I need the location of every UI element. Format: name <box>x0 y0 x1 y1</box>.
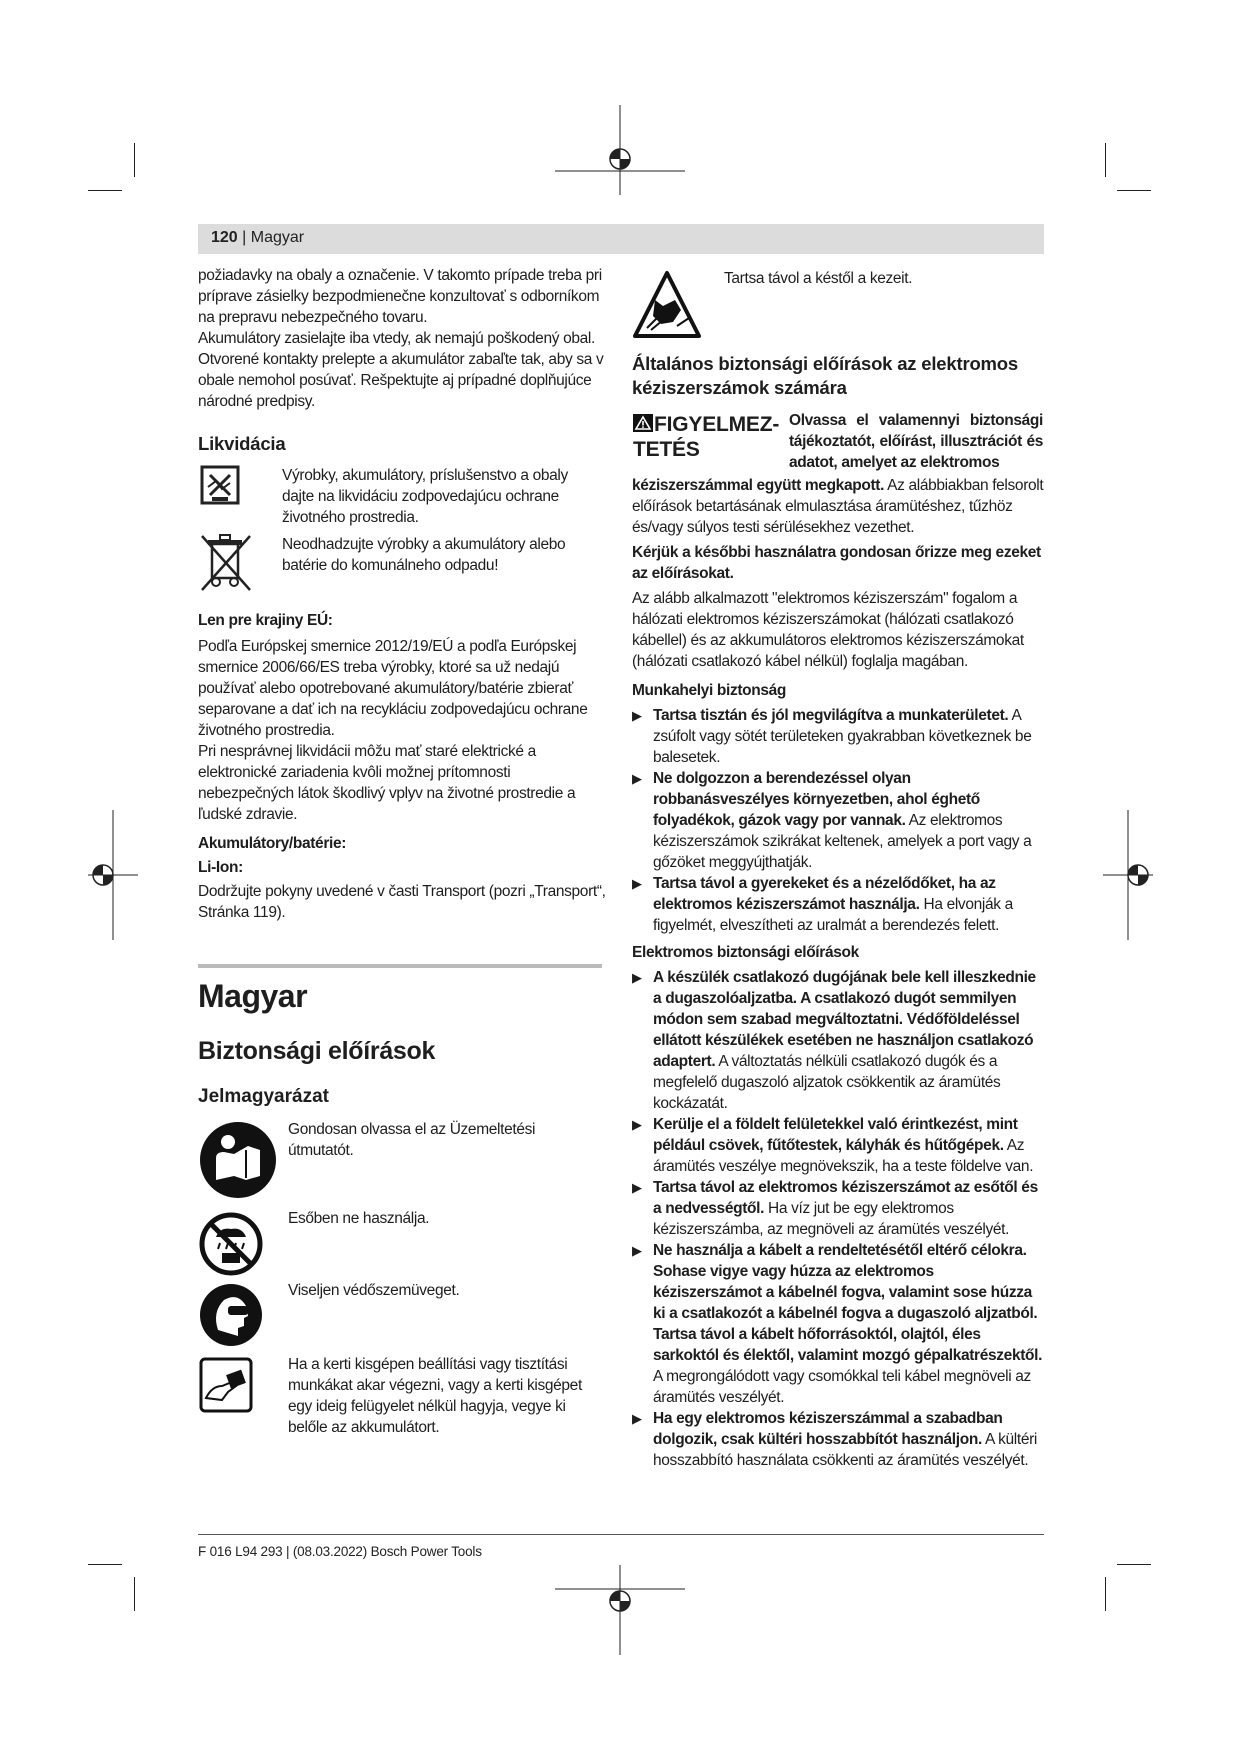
symbol-2-text: Esőben ne használja. <box>288 1210 430 1227</box>
no-rain-icon <box>198 1211 264 1277</box>
eu-paragraph-1: Podľa Európskej smernice 2012/19/EÚ a podľa Európskej smernice 2006/66/ES treba výrobky, ktoré sa už nedajú používať alebo opotrebované akumulátory/batérie zbierať separovane a dať ich na recykláciu zodpovedajúcu ochrane životného prostredia. <box>198 638 588 739</box>
likvidacia-heading: Likvidácia <box>198 433 286 454</box>
workplace-item-2: ▶ Ne dolgozzon a berendezéssel olyan robbanásveszélyes környezetben, ahol éghető folyadékok, gázok vagy por vannak. Az elektromos kéziszerszámok szikrákat keltenek, amelyek a port vagy a gőzöket meggyújthatják. <box>632 768 1044 873</box>
safety-glasses-icon <box>198 1282 264 1348</box>
electric-item-3: ▶ Tartsa távol az elektromos kéziszerszámot az esőtől és a nedvességtől. Ha víz jut be egy elektromos kéziszerszámba, az megnöveli az áramütés veszélyét. <box>632 1177 1044 1240</box>
electric-heading: Elektromos biztonsági előírások <box>632 944 859 961</box>
crossed-bin-icon <box>198 532 254 594</box>
blade-text: Tartsa távol a késtől a kezeit. <box>724 270 913 287</box>
intro-paragraph-1: požiadavky na obaly a označenie. V takomto prípade treba pri príprave zásielky bezpodmienečne konzultovať s odborníkom na prepravu nebezpečného tovaru. <box>198 267 602 326</box>
blade-warning-icon <box>633 270 701 340</box>
likvidacia-text-1: Výrobky, akumulátory, príslušenstvo a obaly dajte na likvidáciu zodpovedajúcu ochrane životného prostredia. <box>282 467 568 526</box>
warning-bold-text: Olvassa el valamennyi biztonsági tájékoztatót, előírást, illusztrációt és adatot, amelyet az elektromos <box>789 412 1043 471</box>
registration-mark-bottom <box>555 1565 685 1655</box>
crop-mark <box>134 143 135 177</box>
crop-mark <box>88 190 122 191</box>
footer-rule <box>198 1534 1044 1535</box>
eu-paragraph-2: Pri nesprávnej likvidácii môžu mať staré elektrické a elektronické zariadenia kvôli možnej prítomnosti nebezpečných látok škodlivý vplyv na životné prostredie a ľudské zdravie. <box>198 743 576 823</box>
electric-item-5: ▶ Ha egy elektromos kéziszerszámmal a szabadban dolgozik, csak kültéri hosszabbítót használjon. A kültéri hosszabbító használata csökkenti az áramütés veszélyét. <box>632 1408 1044 1471</box>
recycle-box-icon <box>198 463 244 509</box>
general-safety-heading: Általános biztonsági előírások az elektromos kéziszerszámok számára <box>632 353 1018 398</box>
warning-normal-text: Az alábbiakban felsorolt előírások betartásának elmulasztása áramütéshez, tűzhöz és/vagy súlyos testi sérülésekhez vezethet. <box>632 477 1044 536</box>
workplace-item-3: ▶ Tartsa távol a gyerekeket és a nézelődőket, ha az elektromos kéziszerszámot használja. Ha elvonják a figyelmét, elveszítheti az uralmát a berendezés felett. <box>632 873 1044 936</box>
warning-body <box>632 475 1044 1471</box>
crop-mark <box>1117 1564 1151 1565</box>
intro-paragraph-2: Akumulátory zasielajte iba vtedy, ak nemajú poškodený obal. Otvorené kontakty prelepte a akumulátor zabaľte tak, aby sa v obale nemohol posúvať. Rešpektujte aj prípadné doplňujúce národné predpisy. <box>198 330 604 410</box>
crop-mark <box>134 1577 135 1611</box>
eu-section <box>198 610 606 923</box>
page-header: 120 | Magyar <box>211 229 305 246</box>
warning-triangle-icon <box>633 414 653 432</box>
warning-word <box>633 412 780 462</box>
registration-mark-left <box>78 810 148 940</box>
liion-heading: Li-Ion: <box>198 859 243 876</box>
footer-text: F 016 L94 293 | (08.03.2022) Bosch Power Tools <box>198 1544 482 1559</box>
remove-battery-icon <box>198 1356 254 1414</box>
registration-mark-right <box>1093 810 1163 940</box>
electric-item-4: ▶ Ne használja a kábelt a rendeltetésétől eltérő célokra. Sohase vigye vagy húzza az elektromos kéziszerszámot a kábelnél fogva, valamint sose húzza ki a csatlakozót a kábelnél fogva a dugaszoló aljzatból. Tartsa távol a kábelt hőforrásoktól, olajtól, éles sarkoktól és élektől, valamint mozgó gépalkatrészektől. A megrongálódott vagy csomókkal teli kábel megnöveli az áramütés veszélyét. <box>632 1240 1044 1408</box>
keep-note: Kérjük a későbbi használatra gondosan őrizze meg ezeket az előírásokat. <box>632 544 1041 582</box>
crop-mark <box>1105 1577 1106 1611</box>
warning-bold-tail: kéziszerszámmal együtt megkapott. <box>632 477 885 494</box>
read-manual-icon <box>198 1120 278 1200</box>
definition-text: Az alább alkalmazott "elektromos kéziszerszám" fogalom a hálózati elektromos kéziszerszámokat (hálózati csatlakozó kábellel) és az akkumulátoros elektromos kéziszerszámokat (hálózati csatlakozó kábel nélkül) foglalja magában. <box>632 590 1024 670</box>
magyar-title: Magyar <box>198 978 308 1014</box>
jelmagyarazat-title: Jelmagyarázat <box>198 1086 329 1107</box>
page-header-bar <box>198 224 1044 254</box>
likvidacia-text-2: Neodhadzujte výrobky a akumulátory alebo batérie do komunálneho odpadu! <box>282 536 566 574</box>
symbol-3-text: Viseljen védőszemüveget. <box>288 1282 460 1299</box>
electric-item-2: ▶ Kerülje el a földelt felületekkel való érintkezést, mint például csövek, fűtőtestek, kályhák és hűtőgépek. Az áramütés veszélye megnövekszik, ha a teste földelve van. <box>632 1114 1044 1177</box>
registration-mark-top <box>555 105 685 195</box>
electric-item-1: ▶ A készülék csatlakozó dugójának bele kell illeszkednie a dugaszolóaljzatba. A csatlakozó dugót semmilyen módon sem szabad megváltoztatni. Védőföldeléssel ellátott készülékek esetében ne használjon csatlakozó adaptert. A változtatás nélküli csatlakozó dugók és a megfelelő dugaszoló aljzatok csökkentik az áramütés kockázatát. <box>632 967 1044 1114</box>
warning-word-line-1: FIGYELMEZ- <box>654 413 780 436</box>
liion-text: Dodržujte pokyny uvedené v časti Transport (pozri „Transport“, Stránka 119). <box>198 883 606 921</box>
warning-word-line-2: TETÉS <box>633 438 700 461</box>
crop-mark <box>1117 190 1151 191</box>
workplace-item-1: ▶ Tartsa tisztán és jól megvilágítva a munkaterületet. A zsúfolt vagy sötét területeken gyakrabban következnek be balesetek. <box>632 705 1044 768</box>
crop-mark <box>88 1564 122 1565</box>
left-intro <box>198 265 606 412</box>
eu-heading: Len pre krajiny EÚ: <box>198 612 333 629</box>
biztonsagi-title: Biztonsági előírások <box>198 1037 436 1065</box>
symbol-1-text: Gondosan olvassa el az Üzemeltetési útmutatót. <box>288 1121 536 1159</box>
page-number: 120 <box>211 229 238 246</box>
workplace-heading: Munkahelyi biztonság <box>632 682 787 699</box>
symbol-4-text: Ha a kerti kisgépen beállítási vagy tisztítási munkákat akar végezni, vagy a kerti kisgépet egy ideig felügyelet nélkül hagyja, vegye ki belőle az akkumulátort. <box>288 1356 582 1436</box>
crop-mark <box>1105 143 1106 177</box>
section-name: Magyar <box>250 229 305 246</box>
akumulatory-heading: Akumulátory/batérie: <box>198 835 347 852</box>
section-divider <box>198 964 602 968</box>
